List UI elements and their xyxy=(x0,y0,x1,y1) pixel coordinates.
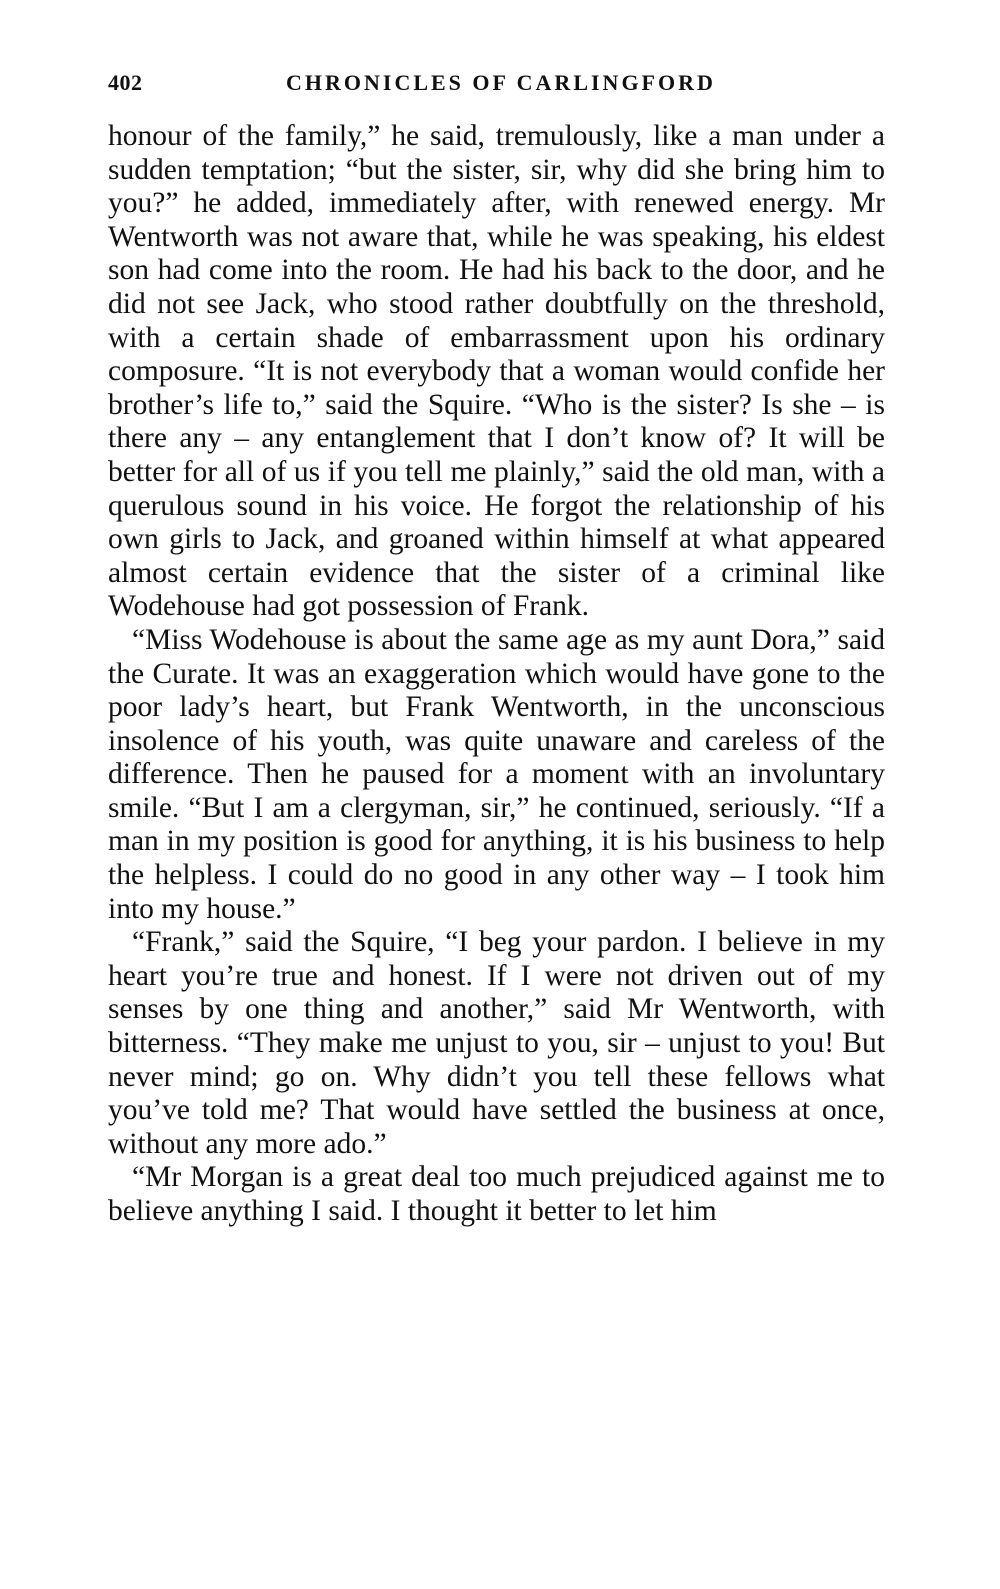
paragraph: “Miss Wodehouse is about the same age as my aunt Dora,” said the Curate. It was an exaggeration which would have gone to the poor lady’s heart, but Frank Wentworth, in the unconscious insolence of his youth, was quite unaware and careless of the difference. Then he paused for a moment with an involuntary smile. “But I am a clergyman, sir,” he continued, seriously. “If a man in my position is good for anything, it is his business to help the helpless. I could do no good in any other way – I took him into my house.” xyxy=(108,623,885,925)
body-text xyxy=(108,120,885,1229)
paragraph-last: “Mr Morgan is a great deal too much prejudiced against me to believe anything I said. I thought it better to let him xyxy=(108,1161,885,1227)
paragraph-continued: honour of the family,” he said, tremulously, like a man under a sudden temptation; “but the sister, sir, why did she bring him to you?” he added, immediately after, with renewed energy. Mr Wentworth was not aware that, while he was speaking, his eldest son had come into the room. He had his back to the door, and he did not see Jack, who stood rather doubtfully on the threshold, with a certain shade of embarrassment upon his ordinary composure. “It is not everybody that a woman would confide her brother’s life to,” said the Squire. “Who is the sister? Is she – is there any – any entanglement that I don’t know of? It will be better for all of us if you tell me plainly,” said the old man, with a querulous sound in his voice. He forgot the relationship of his own girls to Jack, and groaned within himself at what appeared almost certain evidence that the sister of a criminal like Wodehouse had got possession of Frank. xyxy=(108,120,885,623)
book-title: CHRONICLES OF CARLINGFORD xyxy=(286,70,716,95)
paragraph: “Frank,” said the Squire, “I beg your pardon. I believe in my heart you’re true and honest. If I were not driven out of my senses by one thing and another,” said Mr Wentworth, with bitterness. “They make me unjust to you, sir – unjust to you! But never mind; go on. Why didn’t you tell these fellows what you’ve told me? That would have settled the business at once, without any more ado.” xyxy=(108,926,885,1160)
page-number: 402 xyxy=(108,70,143,95)
running-head xyxy=(108,70,888,100)
